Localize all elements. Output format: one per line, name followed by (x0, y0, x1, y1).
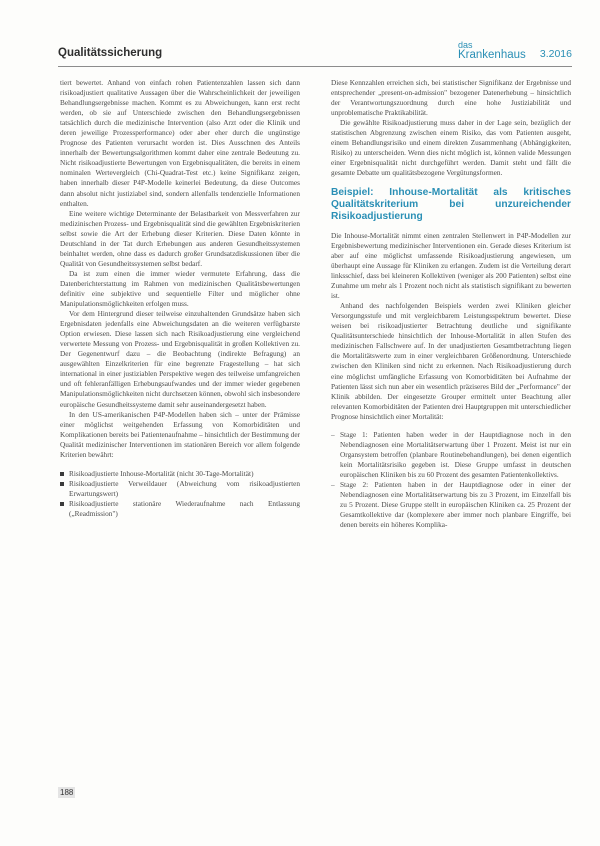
list-item: Risikoadjustierte stationäre Wiederaufnahme nach Entlassung („Readmission") (60, 499, 300, 519)
right-column (331, 78, 571, 530)
paragraph: tiert bewertet. Anhand von einfach rohen Patientenzahlen lassen sich dann risikoadjustiert qualitative Aussagen über die Wahrscheinlichkeit der jeweiligen Behandlungsergebnisse machen. Kommt es zu Abweichungen, kann erst recht werden, ob sie auf Unterschiede zwischen den Behandlungsergebnissen tatsächlich durch die medizinische Intervention (also Arzt oder die Klinik und deren jeweilige Prozessperformance) oder aber eher durch die ungünstige Prognose des Patienten verursacht worden ist. Dies Ausschnen des Anteils innerhalb der Bewertungsalgorithmen kommt daher eine zentrale Bedeutung zu. Nicht risikoadjustierte Bewertungen von Ergebnisqualitäten, die bereits in einem nominalen Wertevergleich (Chi-Quadrat-Test etc.) keine Signifikanz zeigen, haben innerhalb dieser P4P-Modelle keinerlei Bedeutung, da diese Outcomes dann absolut nicht justiziabel sind, sondern allenfalls tendenzielle Informationen enthalten. (60, 78, 300, 208)
paragraph: In den US-amerikanischen P4P-Modellen haben sich – unter der Prämisse einer möglichst weitgehenden Erfassung von Komorbiditäten und Komplikationen bereits bei Patientenaufnahme – hinsichtlich der Bestimmung der Qualität medizinischer Interventionen im stationären Bereich vor allem folgende Kriterien bewährt: (60, 409, 300, 459)
logo-wordmark: Krankenhaus (458, 49, 526, 61)
section-title: Qualitätssicherung (58, 47, 163, 59)
list-item: – Stage 2: Patienten haben in der Hauptdiagnose oder in einer der Nebendiagnosen eine Mortalitätserwartung bis zu 3 Prozent, im Einzelfall bis zu 5 Prozent. Diese Gruppe stellt in europäischen Kliniken ca. 25 Prozent der Gesamtkollektive dar (komplexere aber immer noch planbare Eingriffe, bei denen bereits ein höheres Komplika- (331, 480, 571, 530)
logo-prefix: das (458, 40, 473, 50)
page-header (58, 40, 572, 67)
paragraph: Eine weitere wichtige Determinante der Belastbarkeit von Messverfahren zur medizinischen Prozess- und Ergebnisqualität sind die gewählten Ergebniskriterien selbst sowie die Art der Erhebung dieser Kriterien. Diese Daten könnte in Deutschland in der Tat durch Erhebungen aus anderen Gesundheitssystemen beinhaltet werden, ohne dass es dadurch großer Grundsatzdiskussionen über die Qualität von Gesundheitssystemen selbst bedarf. (60, 208, 300, 268)
header-rule (58, 66, 572, 67)
paragraph: Diese Kennzahlen erreichen sich, bei statistischer Signifikanz der Ergebnisse und entsprechender „present-on-admission" bezogener Datenerhebung – hinsichtlich der Verantwortungszuordnung durch eine hohe Justiziabilität und unproblematische Praktikabilität. (331, 78, 571, 118)
paragraph: Vor dem Hintergrund dieser teilweise einzuhaltenden Grundsätze haben sich Ergebnisdaten jedenfalls eine Abweichungsdaten an die weiteren verfügbarste Option erwiesen. Diese lassen sich nach Risikoadjustierung eine vergleichend verwertete Messung von Prozess- und Ergebnisqualität in großen Kollektiven zu. Der Gegenentwurf dazu – die Beobachtung (indirekte Befragung) an ausgewählten Einzelkriterien für eine begrenzte Fragestellung – hat sich international in einer justiziablen Perspektive wegen des teilweise umfangreichen und oft fehleranfälligen Erhebungsaufwandes und der immer wieder gegebenen Manipulationsmöglichkeiten nicht durchsetzen können, obwohl sich insbesondere europäische Gesundheitssysteme damit sehr auseinandergesetzt haben. (60, 309, 300, 409)
page-number: 188 (60, 788, 74, 797)
issue-number: 3.2016 (539, 48, 572, 60)
criteria-list (60, 469, 300, 519)
list-item: – Stage 1: Patienten haben weder in der Hauptdiagnose noch in den Nebendiagnosen eine Mortalitätserwartung über 1 Prozent. Meist ist nur ein Organsystem betroffen (planbare Routinebehandlungen), bei denen eigentlich kein Mortalitätsrisiko gegeben ist. Diese Gruppe umfasst in deutschen europäischen Kliniken bis zu 60 Prozent des gesamten Patientenkollektivs. (331, 430, 571, 480)
left-column (60, 78, 300, 519)
list-item: Risikoadjustierte Inhouse-Mortalität (nicht 30-Tage-Mortalität) (60, 469, 300, 479)
journal-logo (458, 41, 526, 62)
paragraph: Anhand des nachfolgenden Beispiels werden zwei Kliniken gleicher Versorgungsstufe und mit vergleichbarem Leistungsspektrum bewertet. Diese weisen bei risikoadjustierter Betrachtung deutliche und signifikante Qualitätsunterschiede hinsichtlich der Inhouse-Mortalität in allen Stufen des medizinischen Fallschwere auf. In der unadjustierten Gesamtbetrachtung liegen die Mortalitätswerte zum in einer vergleichbaren Größenordnung. Unterschiede zwischen den Kliniken sind nicht zu erkennen. Nach Risikoadjustierung durch eine möglichst umfängliche Erfassung von Komorbiditäten bei Aufnahme der Patienten lässt sich nun aber ein wesentlich präziseres Bild der „Performance" der Klinik abbilden. Der eingesetzte Grouper ermittelt unter Beachtung aller relevanten Komorbiditäten der Patienten drei Hauptgruppen mit unterschiedlicher Prognose hinsichtlich einer Mortalität: (331, 301, 571, 421)
subheading: Beispiel: Inhouse-Mortalität als kritisches Qualitätskriterium bei unzureichender Risikoadjustierung (331, 187, 571, 223)
paragraph: Die Inhouse-Mortalität nimmt einen zentralen Stellenwert in P4P-Modellen zur Ergebnisbewertung medizinischer Interventionen ein. Gerade dieses Kriterium ist aber auf eine möglichst umfassende Risikoadjustierung angewiesen, um überhaupt eine Aussage für Kliniken zu erlangen. Zudem ist die Verteilung derart linksschief, dass bei kleineren Kollektiven (weniger als 200 Patienten) selbst eine Zunahme um mehr als 1 Prozent noch nicht als statistisch signifikant zu bewerten ist. (331, 230, 571, 301)
list-item: Risikoadjustierte Verweildauer (Abweichung vom risikoadjustierten Erwartungswert) (60, 479, 300, 499)
paragraph: Die gewählte Risikoadjustierung muss daher in der Lage sein, bezüglich der statistischen Abgrenzung zwischen einem Risiko, das vom Patienten ausgeht, einem Behandlungsrisiko und einem direkten Zusammenhang (Abhängigkeiten, Risiko) zu unterscheiden. Wenn dies nicht möglich ist, können valide Messungen einer Ergebnisqualität nicht durchgeführt werden. Damit steht und fällt die gesamte Debatte um qualitätsbezogene Vergütungsformen. (331, 118, 571, 178)
paragraph: Da ist zum einen die immer wieder vermutete Erfahrung, dass die Datenberichterstattung im Rahmen von medizinischen Qualitätsbewertungen definitiv eine subjektive und sequentielle Filter und möglicher ohne Manipulationsmöglichkeiten erfolgen muss. (60, 268, 300, 309)
stage-list (331, 430, 571, 530)
